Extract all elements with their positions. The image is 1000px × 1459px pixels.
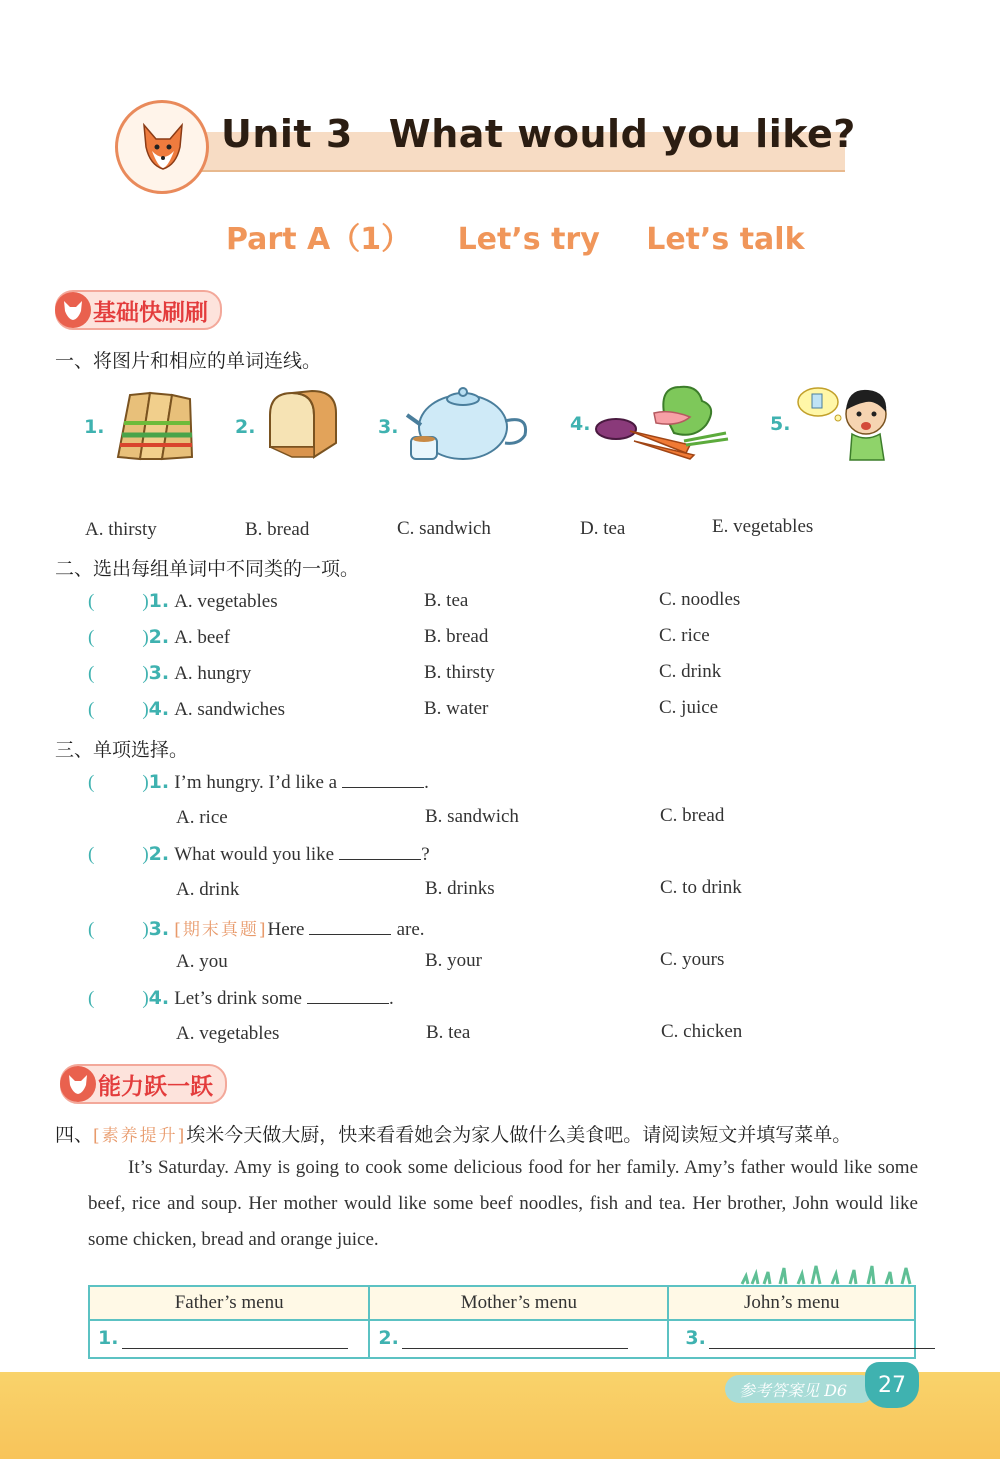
match-word: D. tea	[580, 518, 626, 539]
pic-number: 4.	[570, 413, 591, 435]
item-number: 1.	[148, 771, 170, 793]
option-b: B. thirsty	[424, 662, 495, 683]
unit-question: What would you like?	[388, 112, 856, 156]
menu-header-father: Father’s menu	[89, 1286, 369, 1320]
part-label: Part A（1）	[226, 222, 412, 257]
answer-paren-right: )	[142, 844, 149, 865]
answer-paren-left[interactable]: (	[88, 772, 95, 793]
answer-paren-right: )	[142, 663, 149, 684]
unit-number: Unit 3	[221, 112, 353, 156]
q2-item	[88, 590, 278, 613]
option-c: C. juice	[659, 697, 719, 718]
tea-icon	[405, 385, 535, 465]
cell-number: 1.	[98, 1327, 119, 1349]
item-number: 2.	[148, 843, 170, 865]
unit-title-banner	[115, 100, 856, 190]
question-stem-end: are.	[396, 919, 425, 940]
option-a: A. beef	[174, 627, 231, 648]
pic-number: 2.	[235, 416, 256, 438]
question-stem-end: .	[389, 988, 394, 1009]
lets-try-label: Let’s try	[457, 222, 600, 257]
answer-paren-right: )	[142, 699, 149, 720]
item-number: 3.	[148, 662, 170, 684]
answer-paren-right: )	[142, 772, 149, 793]
question-stem: Let’s drink some	[174, 988, 302, 1009]
option-c: C. to drink	[660, 877, 742, 898]
option-b: B. water	[424, 698, 489, 719]
option-a: A. rice	[176, 807, 228, 828]
option-b: B. tea	[426, 1022, 471, 1043]
option-b: B. drinks	[425, 878, 495, 899]
option-a: A. vegetables	[176, 1023, 280, 1044]
option-c: C. drink	[659, 661, 722, 682]
q3-item-stem	[88, 987, 394, 1010]
q4-prefix: 四、	[55, 1124, 94, 1146]
vegetables-icon	[594, 383, 734, 463]
option-c: C. yours	[660, 949, 725, 970]
match-word: C. sandwich	[397, 518, 491, 539]
section-badge-basic	[55, 290, 222, 330]
answer-paren-left[interactable]: (	[88, 844, 95, 865]
option-a: A. drink	[176, 879, 240, 900]
match-word: B. bread	[245, 519, 310, 540]
part-title	[226, 214, 841, 258]
option-b: B. tea	[424, 590, 469, 611]
question-stem: What would you like	[174, 844, 335, 865]
question-stem-end: .	[424, 772, 429, 793]
item-number: 3.	[148, 918, 170, 940]
answer-paren-right: )	[142, 919, 149, 940]
q2-item	[88, 662, 251, 685]
q4-heading-line	[55, 1120, 851, 1147]
question-stem: Here	[267, 919, 305, 940]
thirsty-boy-icon	[796, 382, 896, 462]
fox-icon	[138, 121, 188, 173]
answer-reference: 参考答案见 D6	[725, 1375, 875, 1403]
fill-blank[interactable]	[122, 1347, 348, 1349]
option-a: A. hungry	[174, 663, 252, 684]
section-badge-label: 基础快刷刷	[93, 299, 208, 326]
menu-cell-john[interactable]	[668, 1320, 915, 1358]
q3-item-stem	[88, 843, 430, 866]
option-c: C. chicken	[661, 1021, 743, 1042]
match-word: E. vegetables	[712, 516, 814, 537]
cell-number: 2.	[378, 1327, 399, 1349]
fox-badge-icon	[55, 292, 91, 328]
fill-blank[interactable]	[709, 1347, 935, 1349]
q4-heading: 埃米今天做大厨，快来看看她会为家人做什么美食吧。请阅读短文并填写菜单。	[186, 1124, 852, 1146]
answer-paren-left[interactable]: (	[88, 699, 95, 720]
question-stem-end: ?	[421, 844, 430, 865]
answer-paren-left[interactable]: (	[88, 591, 95, 612]
option-b: B. sandwich	[425, 806, 519, 827]
answer-paren-left[interactable]: (	[88, 988, 95, 1009]
match-word: A. thirsty	[85, 519, 157, 540]
pic-number: 1.	[84, 416, 105, 438]
answer-paren-left[interactable]: (	[88, 663, 95, 684]
option-a: A. you	[176, 951, 228, 972]
option-c: C. noodles	[659, 589, 741, 610]
q2-heading: 二、选出每组单词中不同类的一项。	[55, 558, 360, 580]
q3-heading: 三、单项选择。	[55, 739, 189, 761]
fill-blank[interactable]	[307, 1002, 389, 1004]
option-c: C. rice	[659, 625, 710, 646]
option-c: C. bread	[660, 805, 725, 826]
q1-heading: 一、将图片和相应的单词连线。	[55, 350, 322, 372]
item-number: 1.	[148, 590, 170, 612]
sandwich-icon	[110, 385, 200, 465]
exam-tag: [期末真题]	[174, 920, 268, 940]
item-number: 4.	[148, 698, 170, 720]
option-a: A. sandwiches	[174, 699, 286, 720]
lets-talk-label: Let’s talk	[646, 222, 805, 257]
cell-number: 3.	[685, 1327, 706, 1349]
bread-icon	[262, 385, 342, 465]
grass-decoration-icon	[740, 1262, 918, 1286]
section-badge-label: 能力跃一跃	[98, 1073, 213, 1100]
fill-blank[interactable]	[309, 933, 391, 935]
option-b: B. your	[425, 950, 482, 971]
item-number: 2.	[148, 626, 170, 648]
pic-number: 5.	[770, 413, 791, 435]
menu-cell-father[interactable]	[89, 1320, 369, 1358]
page-number: 27	[865, 1362, 919, 1408]
unit-title	[221, 112, 856, 156]
reading-passage: It’s Saturday. Amy is going to cook some delicious food for her family. Amy’s father would like some beef, rice and soup. Her mother would like some beef noodles, fish and tea. Her brother, John would like some chicken, bread and orange juice.	[88, 1157, 918, 1250]
q3-item-stem	[88, 915, 425, 941]
fox-badge-icon	[60, 1066, 96, 1102]
pic-number: 3.	[378, 416, 399, 438]
menu-header-mother: Mother’s menu	[369, 1286, 668, 1320]
option-b: B. bread	[424, 626, 489, 647]
answer-paren-right: )	[142, 591, 149, 612]
q2-item	[88, 626, 230, 649]
option-a: A. vegetables	[174, 591, 278, 612]
fill-blank[interactable]	[339, 858, 421, 860]
menu-header-john: John’s menu	[668, 1286, 915, 1320]
answer-paren-left[interactable]: (	[88, 919, 95, 940]
menu-table	[88, 1285, 916, 1359]
fill-blank[interactable]	[342, 786, 424, 788]
item-number: 4.	[148, 987, 170, 1009]
fill-blank[interactable]	[402, 1347, 628, 1349]
menu-cell-mother[interactable]	[369, 1320, 668, 1358]
answer-paren-right: )	[142, 627, 149, 648]
fox-logo-circle	[115, 100, 209, 194]
section-badge-ability	[60, 1064, 227, 1104]
answer-paren-left[interactable]: (	[88, 627, 95, 648]
question-stem: I’m hungry. I’d like a	[174, 772, 338, 793]
q3-item-stem	[88, 771, 429, 794]
answer-paren-right: )	[142, 988, 149, 1009]
literacy-tag: [素养提升]	[93, 1126, 187, 1146]
q2-item	[88, 698, 285, 721]
